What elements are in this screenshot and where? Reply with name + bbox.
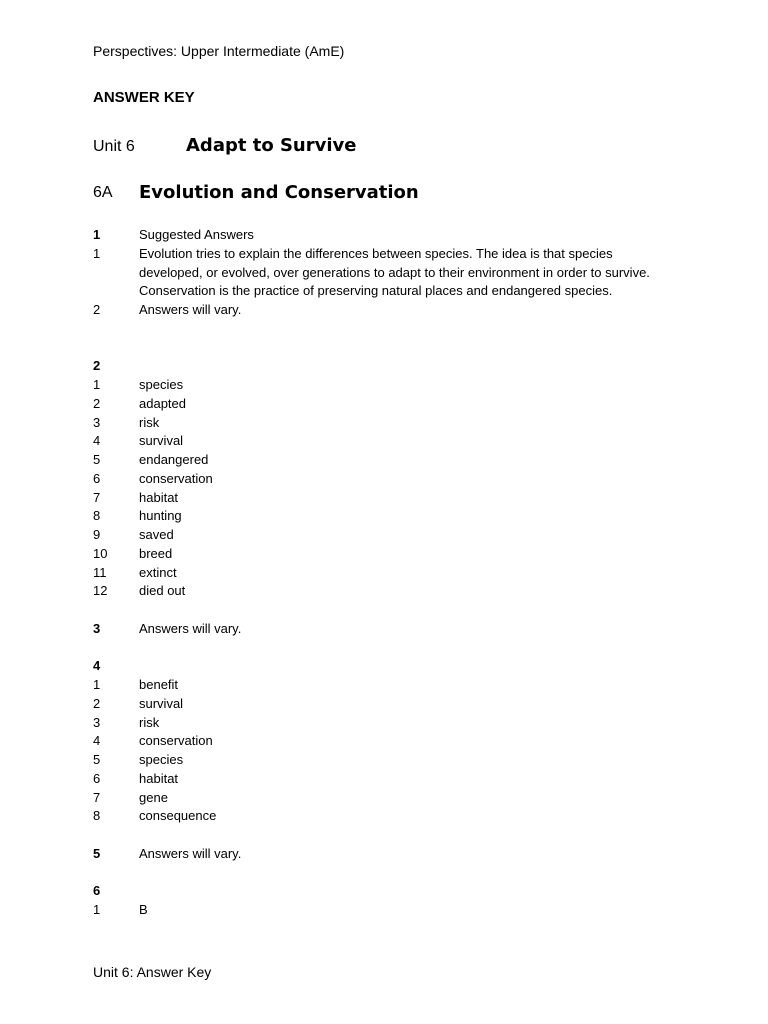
- item-number: 7: [93, 489, 101, 505]
- answer-key-heading: ANSWER KEY: [93, 89, 195, 106]
- item-text: benefit: [139, 677, 179, 692]
- item-number: 2: [93, 695, 101, 711]
- item-number: 2: [93, 395, 101, 411]
- exercise-number: 5: [93, 846, 101, 861]
- exercise-number: 2: [93, 358, 101, 373]
- item-number: 8: [93, 808, 101, 824]
- item-number: 3: [93, 714, 101, 730]
- item-text: survival: [139, 433, 184, 449]
- item-text: extinct: [139, 564, 177, 580]
- item-number: 6: [93, 770, 101, 786]
- item-number: 9: [93, 527, 101, 542]
- item-text: conservation: [139, 470, 213, 486]
- item-number: 2: [93, 302, 101, 317]
- item-number: 1: [93, 246, 101, 261]
- item-number: 1: [93, 902, 101, 917]
- item-number: 6: [93, 470, 101, 486]
- item-text: consequence: [139, 808, 217, 824]
- item-text: gene: [139, 789, 168, 805]
- exercise-number: 4: [93, 658, 101, 673]
- item-number: 3: [93, 414, 101, 430]
- item-number: 11: [93, 564, 107, 580]
- item-text-line: Conservation is the practice of preserving natural places and endangered species.: [139, 283, 613, 298]
- item-text: endangered: [139, 452, 209, 467]
- unit-title: Adapt to Survive: [186, 135, 357, 156]
- item-text-line: developed, or evolved, over generations to adapt to their environment in order to survive.: [139, 265, 650, 280]
- item-text: adapted: [139, 395, 186, 411]
- item-number: 4: [93, 433, 101, 449]
- item-text: Answers will vary.: [139, 302, 242, 317]
- item-text: saved: [139, 527, 174, 542]
- item-text: risk: [139, 714, 160, 730]
- item-text: B: [139, 902, 148, 917]
- item-number: 1: [93, 677, 101, 692]
- exercise-number: 3: [93, 621, 101, 636]
- lesson-title: Evolution and Conservation: [139, 182, 419, 203]
- exercise-answer: Answers will vary.: [139, 846, 242, 861]
- item-text: breed: [139, 545, 173, 561]
- lesson-number: 6A: [93, 184, 113, 201]
- item-number: 1: [93, 377, 101, 392]
- exercise-number: 6: [93, 883, 101, 898]
- item-text: risk: [139, 414, 160, 430]
- item-number: 12: [93, 583, 108, 599]
- item-number: 5: [93, 452, 101, 467]
- item-number: 7: [93, 789, 101, 805]
- item-text: hunting: [139, 508, 182, 524]
- item-text: habitat: [139, 489, 179, 505]
- page-footer: Unit 6: Answer Key: [93, 964, 212, 980]
- unit-number: Unit 6: [93, 138, 135, 155]
- exercise-number: 1: [93, 227, 101, 242]
- item-text: species: [139, 377, 184, 392]
- item-text: conservation: [139, 733, 213, 749]
- item-number: 8: [93, 508, 101, 524]
- item-text: died out: [139, 583, 186, 599]
- page-header: Perspectives: Upper Intermediate (AmE): [93, 43, 345, 59]
- item-text-line: Evolution tries to explain the differences between species. The idea is that species: [139, 246, 613, 261]
- item-text: species: [139, 752, 184, 767]
- exercise-answer: Answers will vary.: [139, 621, 242, 636]
- item-text: survival: [139, 695, 184, 711]
- exercise-note: Suggested Answers: [139, 227, 254, 242]
- item-text: habitat: [139, 770, 179, 786]
- item-number: 4: [93, 733, 101, 749]
- item-number: 10: [93, 545, 108, 561]
- item-number: 5: [93, 752, 101, 767]
